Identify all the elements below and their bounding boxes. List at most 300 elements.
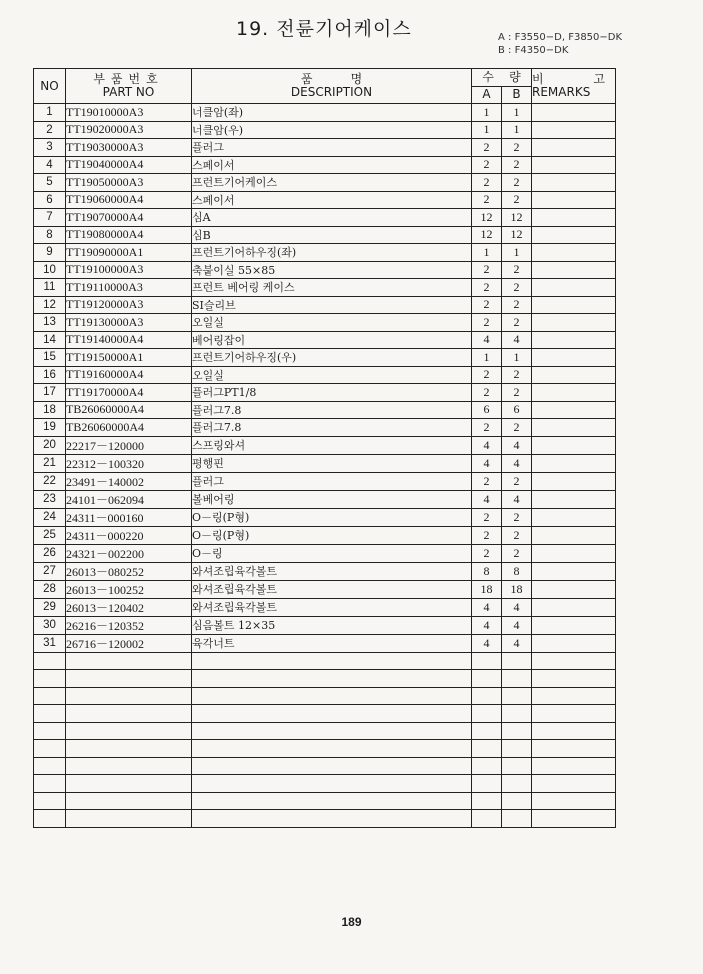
cell-part-no: TT19140000A4 [66, 331, 192, 349]
cell-part-no: TT19070000A4 [66, 209, 192, 227]
table-row [34, 121, 616, 139]
cell-remarks [532, 419, 616, 437]
header-remarks-kr-2: 고 [593, 72, 606, 86]
empty-cell [472, 792, 502, 810]
cell-part-no: TT19060000A4 [66, 191, 192, 209]
empty-cell [192, 792, 472, 810]
cell-no: 15 [34, 349, 66, 367]
table-row [34, 104, 616, 122]
cell-desc: 심A [192, 209, 472, 227]
empty-row [34, 652, 616, 670]
cell-no: 31 [34, 634, 66, 652]
cell-b: 2 [502, 314, 532, 332]
cell-remarks [532, 436, 616, 454]
cell-desc: 너클암(우) [192, 121, 472, 139]
table-row [34, 472, 616, 490]
cell-remarks [532, 349, 616, 367]
cell-a: 2 [472, 508, 502, 526]
cell-desc: 프런트기어하우징(우) [192, 349, 472, 367]
empty-cell [34, 670, 66, 688]
parts-table [33, 68, 616, 828]
empty-cell [34, 652, 66, 670]
cell-desc: 플러그PT1/8 [192, 384, 472, 402]
cell-a: 4 [472, 598, 502, 616]
cell-remarks [532, 104, 616, 122]
empty-cell [502, 670, 532, 688]
cell-remarks [532, 544, 616, 562]
table-row [34, 401, 616, 419]
empty-cell [34, 810, 66, 828]
table-row [34, 314, 616, 332]
cell-part-no: TB26060000A4 [66, 401, 192, 419]
cell-no: 25 [34, 526, 66, 544]
cell-no: 21 [34, 454, 66, 472]
cell-part-no: 26013－080252 [66, 562, 192, 580]
cell-remarks [532, 174, 616, 192]
cell-desc: 프런트기어하우징(좌) [192, 244, 472, 262]
cell-a: 4 [472, 490, 502, 508]
cell-part-no: 26216－120352 [66, 616, 192, 634]
cell-remarks [532, 634, 616, 652]
cell-b: 4 [502, 634, 532, 652]
cell-no: 14 [34, 331, 66, 349]
cell-no: 22 [34, 472, 66, 490]
empty-cell [192, 652, 472, 670]
table-row [34, 156, 616, 174]
cell-b: 12 [502, 209, 532, 227]
cell-a: 4 [472, 436, 502, 454]
cell-no: 29 [34, 598, 66, 616]
empty-cell [66, 670, 192, 688]
empty-cell [532, 652, 616, 670]
cell-desc: 베어링잡이 [192, 331, 472, 349]
empty-cell [502, 722, 532, 740]
cell-desc: 플러그 [192, 472, 472, 490]
cell-no: 4 [34, 156, 66, 174]
empty-cell [532, 757, 616, 775]
empty-cell [34, 740, 66, 758]
empty-cell [502, 652, 532, 670]
cell-remarks [532, 490, 616, 508]
table-row [34, 174, 616, 192]
cell-remarks [532, 156, 616, 174]
cell-remarks [532, 508, 616, 526]
cell-b: 2 [502, 384, 532, 402]
cell-a: 1 [472, 349, 502, 367]
empty-cell [502, 775, 532, 793]
cell-no: 16 [34, 366, 66, 384]
table-row [34, 544, 616, 562]
cell-remarks [532, 244, 616, 262]
cell-part-no: TT19020000A3 [66, 121, 192, 139]
table-row [34, 226, 616, 244]
cell-b: 2 [502, 156, 532, 174]
cell-b: 1 [502, 244, 532, 262]
empty-cell [66, 687, 192, 705]
cell-b: 2 [502, 508, 532, 526]
empty-cell [472, 740, 502, 758]
cell-part-no: TT19170000A4 [66, 384, 192, 402]
header-remarks [532, 69, 616, 104]
empty-cell [472, 722, 502, 740]
header-part-no-kr: 부품번호 [93, 72, 164, 86]
header-description-en: DESCRIPTION [290, 85, 373, 99]
table-row [34, 139, 616, 157]
cell-remarks [532, 261, 616, 279]
empty-cell [502, 740, 532, 758]
cell-part-no: TT19080000A4 [66, 226, 192, 244]
header-remarks-en: REMARKS [532, 85, 591, 99]
cell-part-no: TT19110000A3 [66, 279, 192, 297]
empty-cell [532, 792, 616, 810]
empty-cell [66, 705, 192, 723]
table-row [34, 634, 616, 652]
cell-desc: 스페이서 [192, 191, 472, 209]
empty-row [34, 757, 616, 775]
cell-no: 12 [34, 296, 66, 314]
empty-cell [532, 810, 616, 828]
cell-b: 2 [502, 261, 532, 279]
cell-part-no: 24101－062094 [66, 490, 192, 508]
cell-desc: 스페이서 [192, 156, 472, 174]
table-row [34, 419, 616, 437]
empty-row [34, 810, 616, 828]
empty-cell [192, 722, 472, 740]
cell-b: 2 [502, 279, 532, 297]
cell-remarks [532, 366, 616, 384]
empty-cell [502, 810, 532, 828]
empty-row [34, 792, 616, 810]
empty-cell [66, 740, 192, 758]
table-row [34, 384, 616, 402]
header-no: NO [34, 69, 66, 104]
cell-part-no: 26013－120402 [66, 598, 192, 616]
table-row [34, 244, 616, 262]
cell-no: 10 [34, 261, 66, 279]
cell-desc: SI슬리브 [192, 296, 472, 314]
cell-remarks [532, 296, 616, 314]
empty-cell [34, 687, 66, 705]
cell-remarks [532, 314, 616, 332]
cell-remarks [532, 279, 616, 297]
cell-remarks [532, 562, 616, 580]
cell-a: 2 [472, 472, 502, 490]
cell-a: 2 [472, 174, 502, 192]
cell-desc: 플러그7.8 [192, 419, 472, 437]
table-row [34, 366, 616, 384]
cell-part-no: TT19050000A3 [66, 174, 192, 192]
cell-part-no: TT19100000A3 [66, 261, 192, 279]
header-qty-a: A [472, 86, 502, 104]
cell-b: 2 [502, 139, 532, 157]
table-row [34, 191, 616, 209]
cell-part-no: TT19090000A1 [66, 244, 192, 262]
cell-part-no: 24321－002200 [66, 544, 192, 562]
empty-cell [192, 757, 472, 775]
cell-b: 1 [502, 121, 532, 139]
empty-cell [472, 757, 502, 775]
empty-cell [532, 670, 616, 688]
cell-no: 24 [34, 508, 66, 526]
cell-part-no: TT19160000A4 [66, 366, 192, 384]
table-row [34, 436, 616, 454]
empty-cell [532, 722, 616, 740]
cell-part-no: 22312－100320 [66, 454, 192, 472]
cell-desc: 심음볼트 12×35 [192, 616, 472, 634]
table-row [34, 508, 616, 526]
cell-b: 4 [502, 454, 532, 472]
header-description-kr: 품 명 [300, 72, 363, 86]
empty-cell [66, 792, 192, 810]
cell-no: 5 [34, 174, 66, 192]
cell-no: 11 [34, 279, 66, 297]
empty-cell [472, 670, 502, 688]
empty-cell [34, 792, 66, 810]
cell-desc: 너클암(좌) [192, 104, 472, 122]
cell-remarks [532, 472, 616, 490]
cell-no: 13 [34, 314, 66, 332]
cell-remarks [532, 226, 616, 244]
cell-remarks [532, 191, 616, 209]
cell-a: 2 [472, 139, 502, 157]
cell-part-no: TT19040000A4 [66, 156, 192, 174]
cell-no: 8 [34, 226, 66, 244]
empty-cell [34, 775, 66, 793]
table-row [34, 526, 616, 544]
cell-desc: 육각너트 [192, 634, 472, 652]
cell-a: 12 [472, 226, 502, 244]
cell-desc: O－링 [192, 544, 472, 562]
cell-part-no: TB26060000A4 [66, 419, 192, 437]
cell-remarks [532, 454, 616, 472]
cell-remarks [532, 526, 616, 544]
cell-part-no: 24311－000220 [66, 526, 192, 544]
cell-part-no: 22217－120000 [66, 436, 192, 454]
cell-no: 18 [34, 401, 66, 419]
empty-cell [192, 740, 472, 758]
cell-a: 2 [472, 366, 502, 384]
cell-desc: 심B [192, 226, 472, 244]
header-quantity: 수 량 [472, 69, 532, 87]
cell-b: 2 [502, 296, 532, 314]
page-title: 19. 전륜기어케이스 [236, 18, 412, 40]
cell-remarks [532, 331, 616, 349]
empty-cell [34, 705, 66, 723]
cell-b: 1 [502, 104, 532, 122]
cell-a: 4 [472, 331, 502, 349]
cell-desc: O－링(P형) [192, 508, 472, 526]
cell-a: 2 [472, 156, 502, 174]
cell-desc: 볼베어링 [192, 490, 472, 508]
cell-b: 2 [502, 544, 532, 562]
empty-row [34, 687, 616, 705]
cell-part-no: 23491－140002 [66, 472, 192, 490]
cell-remarks [532, 384, 616, 402]
empty-cell [66, 652, 192, 670]
cell-b: 18 [502, 580, 532, 598]
cell-desc: 축붙이실 55×85 [192, 261, 472, 279]
cell-b: 12 [502, 226, 532, 244]
cell-remarks [532, 598, 616, 616]
empty-cell [34, 722, 66, 740]
empty-cell [502, 705, 532, 723]
cell-desc: 오일실 [192, 314, 472, 332]
cell-a: 2 [472, 261, 502, 279]
empty-cell [192, 687, 472, 705]
cell-a: 6 [472, 401, 502, 419]
cell-a: 1 [472, 121, 502, 139]
cell-no: 28 [34, 580, 66, 598]
cell-a: 1 [472, 104, 502, 122]
cell-a: 2 [472, 314, 502, 332]
empty-cell [472, 687, 502, 705]
cell-desc: 와셔조립육각볼트 [192, 580, 472, 598]
cell-a: 4 [472, 454, 502, 472]
table-row [34, 580, 616, 598]
empty-cell [34, 757, 66, 775]
cell-desc: 플러그 [192, 139, 472, 157]
legend-b: B : F4350−DK [498, 45, 569, 56]
header-part-no-en: PART NO [102, 85, 155, 99]
cell-part-no: TT19030000A3 [66, 139, 192, 157]
empty-cell [532, 775, 616, 793]
cell-no: 3 [34, 139, 66, 157]
cell-remarks [532, 139, 616, 157]
cell-b: 2 [502, 191, 532, 209]
header-part-no [66, 69, 192, 104]
empty-cell [192, 705, 472, 723]
empty-row [34, 670, 616, 688]
cell-no: 19 [34, 419, 66, 437]
cell-a: 2 [472, 384, 502, 402]
cell-desc: 스프링와셔 [192, 436, 472, 454]
cell-part-no: TT19130000A3 [66, 314, 192, 332]
table-row [34, 331, 616, 349]
legend-a: A : F3550−D, F3850−DK [498, 32, 623, 43]
cell-b: 2 [502, 526, 532, 544]
empty-cell [502, 792, 532, 810]
table-row [34, 349, 616, 367]
cell-remarks [532, 121, 616, 139]
table-row [34, 296, 616, 314]
cell-part-no: 24311－000160 [66, 508, 192, 526]
cell-desc: 오일실 [192, 366, 472, 384]
cell-no: 2 [34, 121, 66, 139]
empty-cell [502, 687, 532, 705]
cell-b: 2 [502, 419, 532, 437]
empty-cell [192, 810, 472, 828]
empty-row [34, 722, 616, 740]
cell-a: 4 [472, 634, 502, 652]
empty-cell [532, 740, 616, 758]
cell-a: 12 [472, 209, 502, 227]
cell-part-no: 26013－100252 [66, 580, 192, 598]
cell-desc: 플러그7.8 [192, 401, 472, 419]
table-row [34, 598, 616, 616]
cell-desc: O－링(P형) [192, 526, 472, 544]
empty-row [34, 740, 616, 758]
table-row [34, 261, 616, 279]
cell-a: 1 [472, 244, 502, 262]
header-remarks-kr-1: 비 [532, 72, 544, 86]
empty-cell [532, 687, 616, 705]
empty-cell [472, 652, 502, 670]
table-row [34, 279, 616, 297]
cell-b: 4 [502, 490, 532, 508]
cell-a: 2 [472, 526, 502, 544]
cell-remarks [532, 616, 616, 634]
table-row [34, 616, 616, 634]
cell-part-no: TT19010000A3 [66, 104, 192, 122]
cell-no: 17 [34, 384, 66, 402]
header-description [192, 69, 472, 104]
cell-no: 6 [34, 191, 66, 209]
empty-cell [66, 722, 192, 740]
cell-a: 2 [472, 296, 502, 314]
cell-b: 2 [502, 472, 532, 490]
cell-no: 7 [34, 209, 66, 227]
cell-a: 2 [472, 191, 502, 209]
cell-no: 23 [34, 490, 66, 508]
empty-cell [472, 705, 502, 723]
table-row [34, 454, 616, 472]
cell-a: 2 [472, 279, 502, 297]
cell-no: 9 [34, 244, 66, 262]
cell-remarks [532, 580, 616, 598]
header-qty-b: B [502, 86, 532, 104]
cell-b: 4 [502, 598, 532, 616]
empty-cell [66, 810, 192, 828]
cell-b: 4 [502, 616, 532, 634]
cell-b: 6 [502, 401, 532, 419]
cell-no: 30 [34, 616, 66, 634]
cell-b: 2 [502, 174, 532, 192]
table-row [34, 490, 616, 508]
empty-cell [66, 775, 192, 793]
cell-no: 27 [34, 562, 66, 580]
cell-desc: 와셔조립육각볼트 [192, 562, 472, 580]
empty-cell [472, 775, 502, 793]
cell-desc: 프런트 베어링 케이스 [192, 279, 472, 297]
cell-a: 18 [472, 580, 502, 598]
cell-a: 2 [472, 544, 502, 562]
empty-cell [66, 757, 192, 775]
cell-b: 2 [502, 366, 532, 384]
cell-desc: 평행핀 [192, 454, 472, 472]
empty-row [34, 775, 616, 793]
empty-cell [502, 757, 532, 775]
cell-part-no: TT19150000A1 [66, 349, 192, 367]
page-number: 189 [341, 915, 362, 929]
cell-part-no: TT19120000A3 [66, 296, 192, 314]
cell-no: 26 [34, 544, 66, 562]
table-row [34, 209, 616, 227]
empty-cell [192, 775, 472, 793]
cell-a: 8 [472, 562, 502, 580]
cell-b: 4 [502, 331, 532, 349]
model-legend [498, 31, 622, 57]
cell-no: 1 [34, 104, 66, 122]
table-row [34, 562, 616, 580]
cell-remarks [532, 209, 616, 227]
cell-desc: 와셔조립육각볼트 [192, 598, 472, 616]
empty-cell [532, 705, 616, 723]
cell-desc: 프런트기어케이스 [192, 174, 472, 192]
cell-a: 2 [472, 419, 502, 437]
empty-cell [472, 810, 502, 828]
cell-remarks [532, 401, 616, 419]
cell-b: 8 [502, 562, 532, 580]
